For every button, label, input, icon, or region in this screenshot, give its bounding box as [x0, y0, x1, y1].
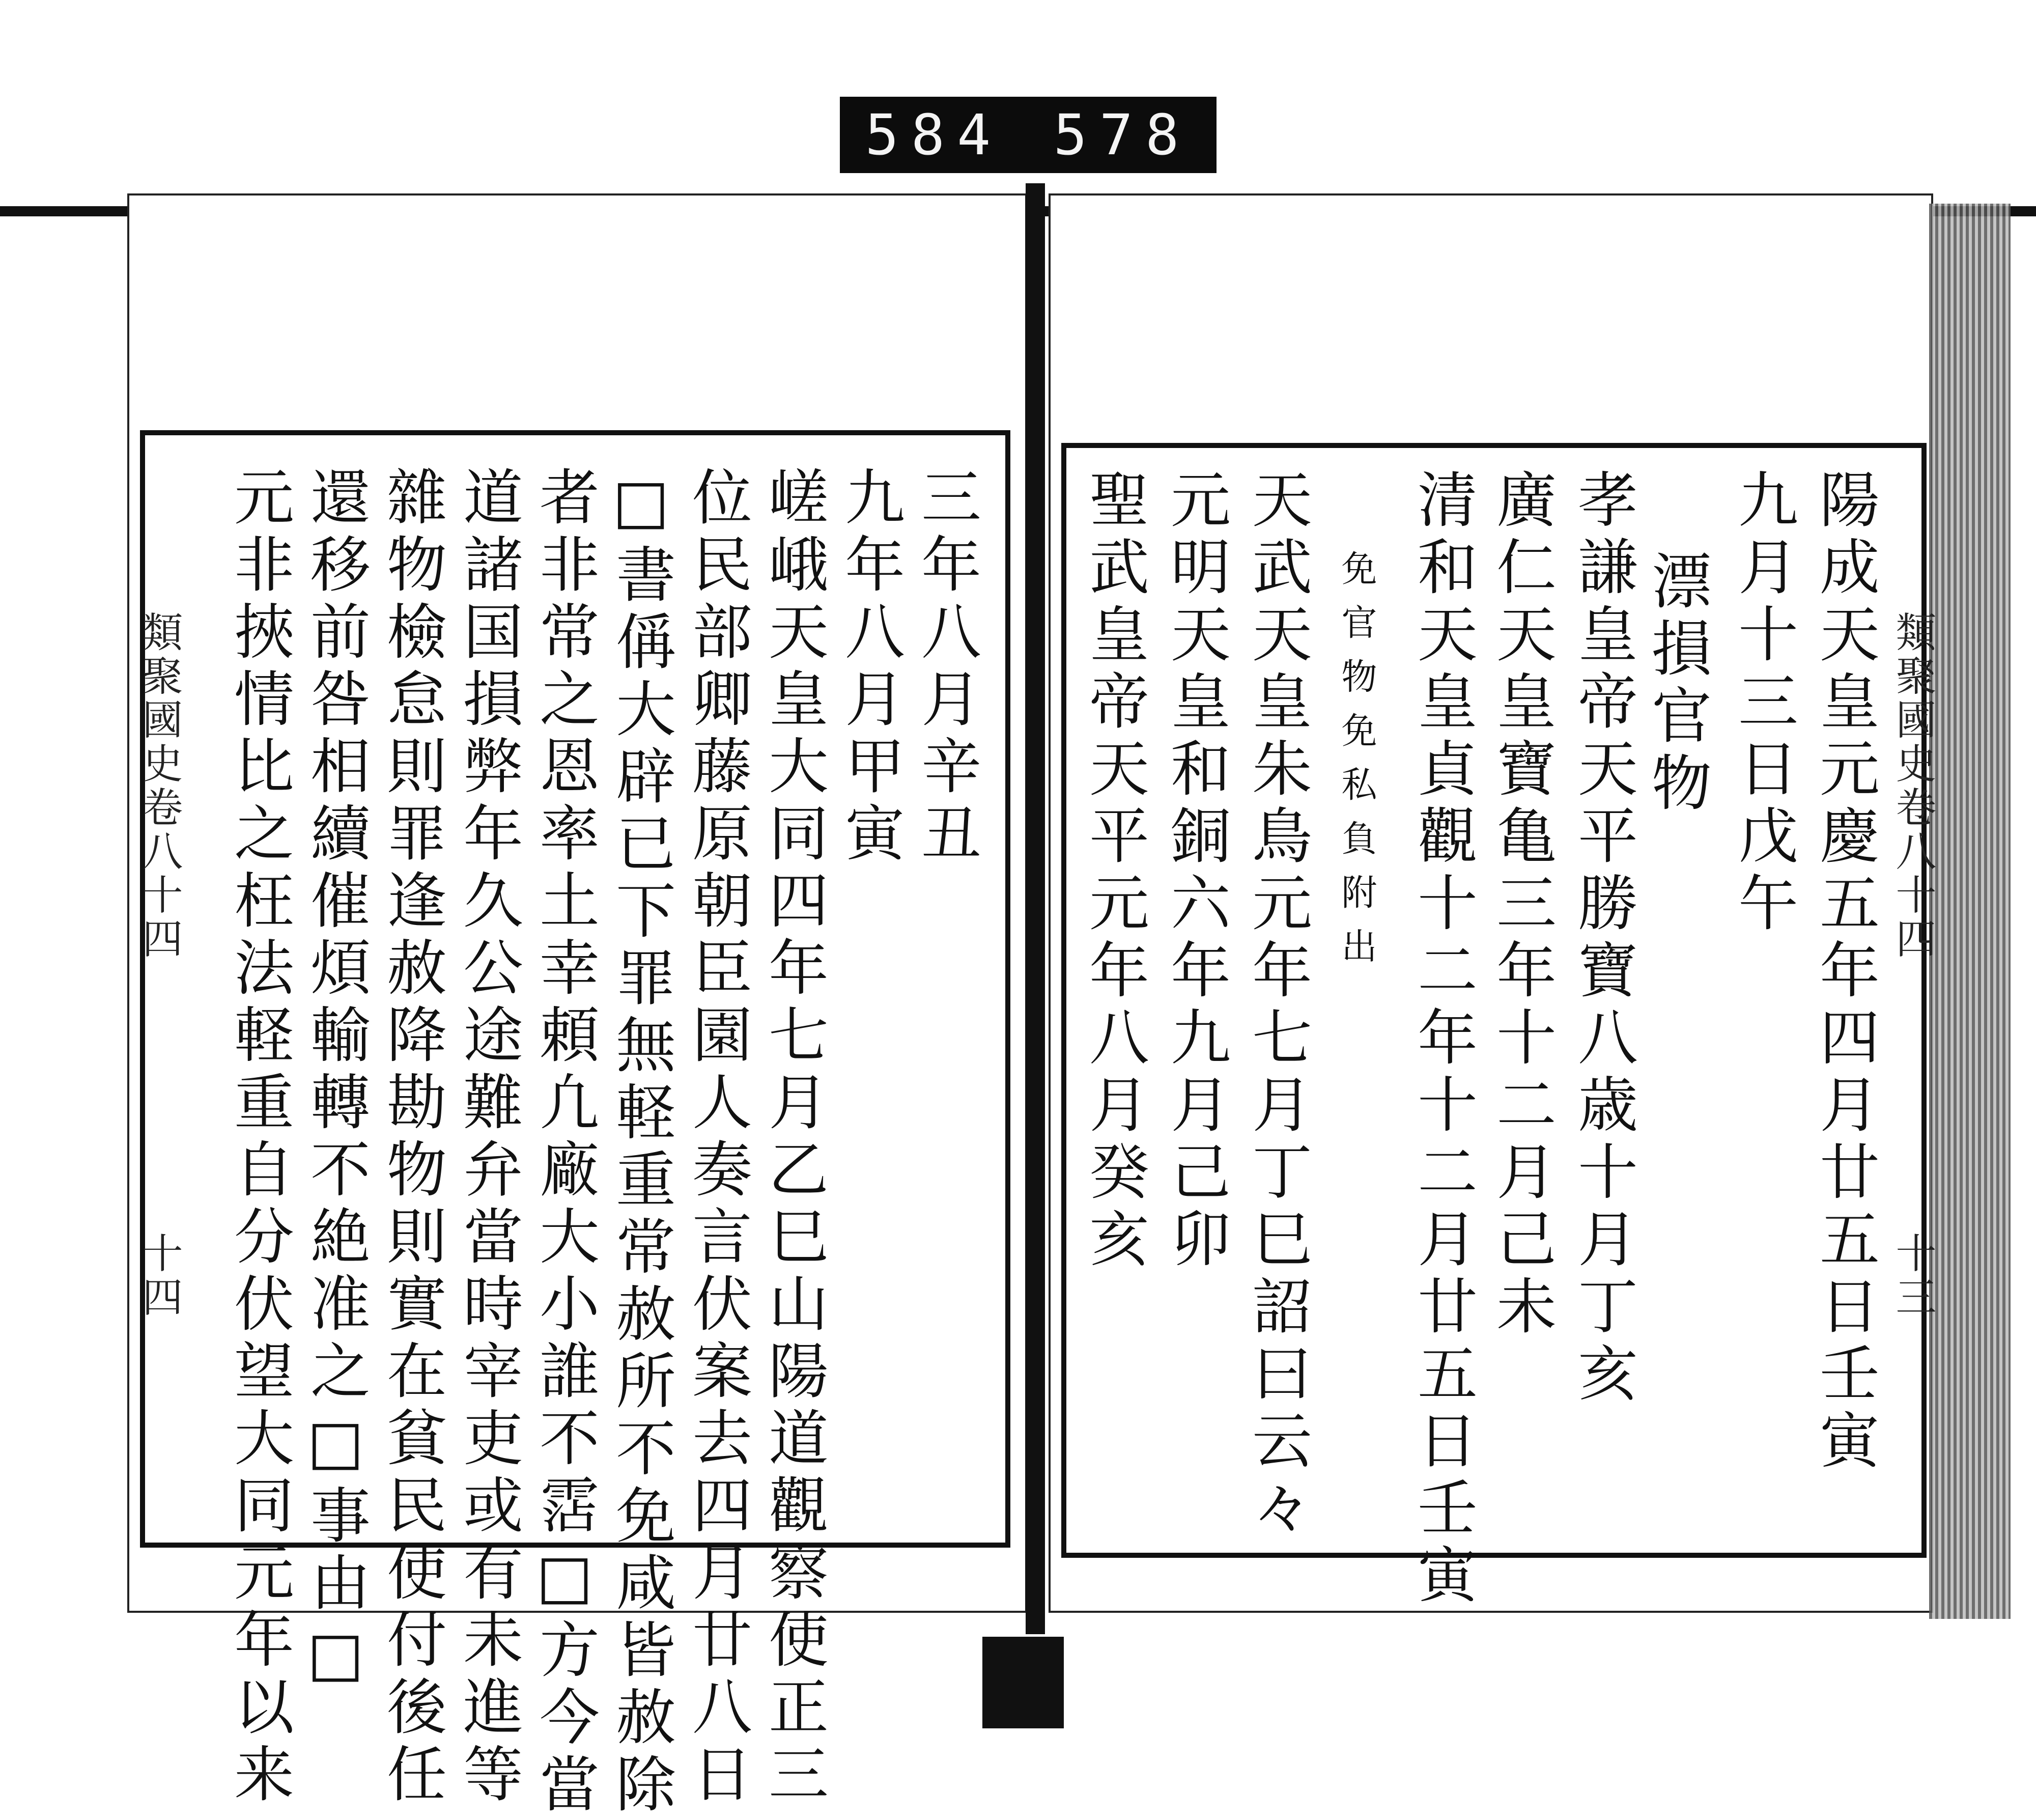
- left-column-6: 者非常之恩率土幸頼凢廠大小誰不霑□方今當: [529, 466, 600, 1820]
- right-column-8: 天武天皇朱鳥元年七月丁巳詔曰云々: [1242, 468, 1312, 1544]
- spine-base: [982, 1637, 1064, 1728]
- left-column-10: 元非挾情比之枉法軽重自分伏望大同元年以来: [224, 466, 294, 1810]
- right-column-2: 九月十三日戊午: [1728, 468, 1798, 939]
- left-column-7: 道諸国損弊年久公途難弁當時宰吏或有未進等: [453, 466, 523, 1810]
- right-column-9: 元明天皇和銅六年九月己卯: [1161, 468, 1231, 1275]
- right-column-6: 清和天皇貞觀十二年十二月廿五日壬寅: [1407, 468, 1478, 1611]
- right-folio-number: 十三: [1889, 1232, 1936, 1320]
- right-column-5: 廣仁天皇寶亀三年十二月己未: [1486, 468, 1557, 1342]
- left-folio-number: 十四: [135, 1232, 183, 1320]
- left-column-2: 九年八月甲寅: [835, 466, 905, 869]
- left-column-3: 嵯峨天皇大同四年七月乙巳山陽道觀察使正三: [758, 466, 829, 1810]
- left-column-9: 還移前咎相續催煩輸轉不絶准之□事由□: [300, 466, 371, 1696]
- right-header-title: 類聚國史卷八十四: [1889, 611, 1936, 961]
- left-column-8: 雜物檢怠則罪逢赦降勘物則實在貧民使付後任: [377, 466, 447, 1810]
- left-column-4: 位民部卿藤原朝臣園人奏言伏案去四月廿八日: [682, 466, 752, 1810]
- accession-right-number: 578: [1053, 102, 1192, 167]
- right-column-4: 孝謙皇帝天平勝寶八歳十月丁亥: [1568, 468, 1638, 1409]
- accession-label: [840, 97, 1217, 173]
- right-column-1: 陽成天皇元慶五年四月廿五日壬寅: [1809, 468, 1880, 1476]
- accession-left-number: 584: [865, 102, 1003, 167]
- right-column-10: 聖武皇帝天平元年八月癸亥: [1079, 468, 1149, 1275]
- left-column-5: □書偁大辟已下罪無軽重常赦所不免咸皆赦除: [606, 466, 676, 1820]
- left-column-1: 三年八月辛丑: [911, 466, 981, 869]
- right-column-3: 漂損官物: [1642, 550, 1712, 819]
- book-spine: [1026, 183, 1045, 1634]
- right-column-7: 免官物免私負附出: [1336, 550, 1377, 982]
- left-header-title: 類聚國史卷八十四: [135, 611, 183, 961]
